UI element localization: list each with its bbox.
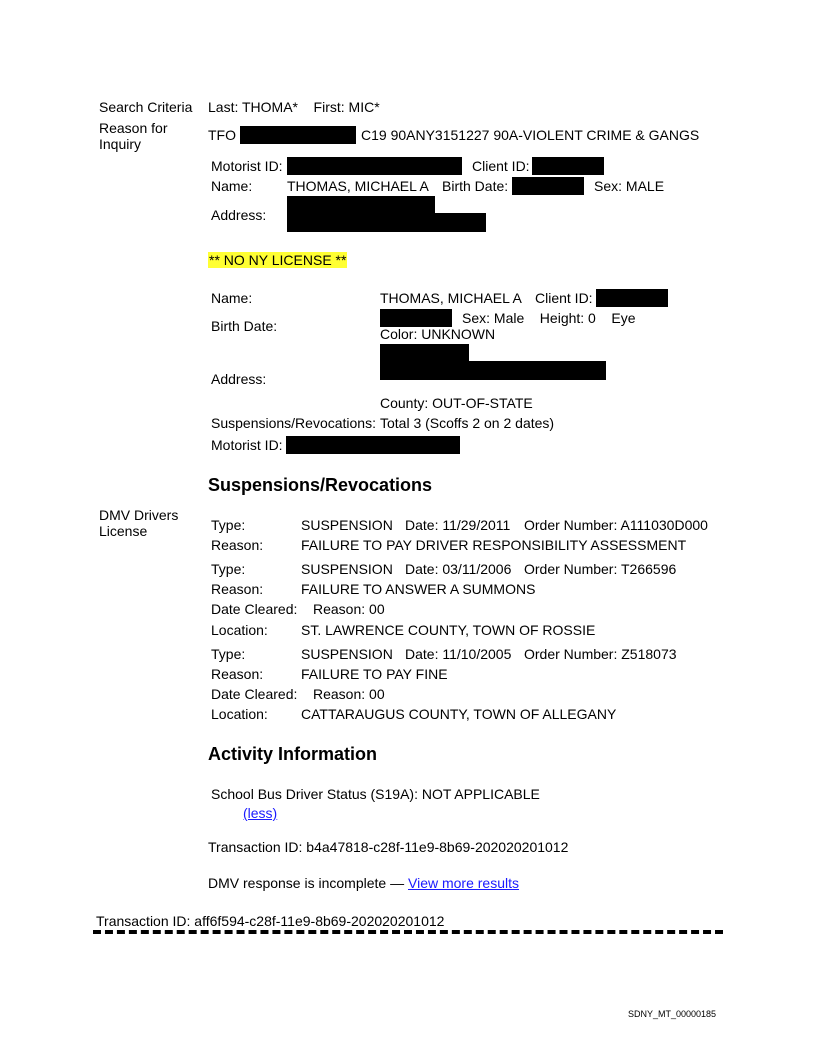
redaction-box <box>287 213 486 232</box>
transaction-id-1: Transaction ID: b4a47818-c28f-11e9-8b69-202020201012 <box>208 839 569 855</box>
suspensions-heading: Suspensions/Revocations <box>208 475 433 495</box>
reason-prefix: TFO <box>208 127 236 143</box>
record-address-label: Address: <box>211 371 267 387</box>
client-id-label: Client ID: <box>472 158 530 174</box>
suspension-reason: FAILURE TO PAY FINE <box>301 666 448 682</box>
less-link[interactable]: (less) <box>243 805 278 821</box>
suspension-type: SUSPENSION <box>301 646 393 662</box>
record-sex-height-eye: Sex: Male Height: 0 Eye <box>462 310 636 326</box>
suspension-date: Date: 03/11/2006 <box>405 561 512 577</box>
redaction-box <box>380 344 469 362</box>
sex-label: Sex: MALE <box>594 178 665 194</box>
reason-value: C19 90ANY3151227 90A-VIOLENT CRIME & GANGS <box>361 127 700 143</box>
record-susp-label: Suspensions/Revocations: <box>211 415 376 431</box>
record-name-value: THOMAS, MICHAEL A <box>380 290 522 306</box>
record-motorist-id-label: Motorist ID: <box>211 437 283 453</box>
type-label: Type: <box>211 646 246 662</box>
reason-label: Reason: <box>211 666 264 682</box>
record-county: County: OUT-OF-STATE <box>380 395 533 411</box>
date-cleared-label: Date Cleared: <box>211 601 298 617</box>
location-label: Location: <box>211 706 268 722</box>
suspension-location: ST. LAWRENCE COUNTY, TOWN OF ROSSIE <box>301 622 596 638</box>
view-more-results-link[interactable]: View more results <box>408 875 520 891</box>
suspension-type: SUSPENSION <box>301 561 393 577</box>
no-license-notice: ** NO NY LICENSE ** <box>209 252 347 268</box>
reason-label: Reason: <box>211 537 264 553</box>
dmv-label-2: License <box>99 523 148 539</box>
type-label: Type: <box>211 517 246 533</box>
record-susp-value: Total 3 (Scoffs 2 on 2 dates) <box>380 415 555 431</box>
suspension-reason: FAILURE TO ANSWER A SUMMONS <box>301 581 536 597</box>
reason-label-2: Inquiry <box>99 136 142 152</box>
school-bus-status: School Bus Driver Status (S19A): NOT APPLICABLE <box>211 786 540 802</box>
suspension-location: CATTARAUGUS COUNTY, TOWN OF ALLEGANY <box>301 706 617 722</box>
suspension-reason: FAILURE TO PAY DRIVER RESPONSIBILITY ASSESSMENT <box>301 537 687 553</box>
bates-number: SDNY_MT_00000185 <box>628 1009 717 1019</box>
motorist-id-label: Motorist ID: <box>211 158 283 174</box>
suspension-type: SUSPENSION <box>301 517 393 533</box>
suspension-order: Order Number: A111030D000 <box>524 517 708 533</box>
redaction-box <box>596 289 668 307</box>
record-client-id-label: Client ID: <box>535 290 593 306</box>
record-birth-date-label: Birth Date: <box>211 318 278 334</box>
reason-label: Reason: <box>211 581 264 597</box>
type-label: Type: <box>211 561 246 577</box>
incomplete-notice: DMV response is incomplete — <box>208 875 405 891</box>
redaction-box <box>380 361 606 380</box>
redaction-box <box>532 157 604 175</box>
reason-label-1: Reason for <box>99 120 168 136</box>
location-label: Location: <box>211 622 268 638</box>
name-value: THOMAS, MICHAEL A <box>287 178 429 194</box>
activity-heading: Activity Information <box>208 744 378 764</box>
suspension-date: Date: 11/10/2005 <box>405 646 512 662</box>
redaction-box <box>380 309 452 327</box>
date-cleared-label: Date Cleared: <box>211 686 298 702</box>
birth-date-label: Birth Date: <box>442 178 509 194</box>
suspension-cleared-reason: Reason: 00 <box>313 686 385 702</box>
redaction-box <box>512 177 584 195</box>
suspension-order: Order Number: Z518073 <box>524 646 677 662</box>
search-criteria-label: Search Criteria <box>99 99 193 115</box>
redaction-box <box>286 436 460 454</box>
redaction-box <box>287 157 462 175</box>
suspension-date: Date: 11/29/2011 <box>405 517 511 533</box>
suspension-cleared-reason: Reason: 00 <box>313 601 385 617</box>
search-criteria-value: Last: THOMA* First: MIC* <box>208 99 380 115</box>
dashed-divider <box>93 930 723 934</box>
redaction-box <box>287 196 435 214</box>
transaction-id-2: Transaction ID: aff6f594-c28f-11e9-8b69-202020201012 <box>96 913 445 929</box>
dmv-label-1: DMV Drivers <box>99 507 179 523</box>
address-label: Address: <box>211 207 267 223</box>
suspension-order: Order Number: T266596 <box>524 561 677 577</box>
name-label: Name: <box>211 178 253 194</box>
record-name-label: Name: <box>211 290 253 306</box>
record-color: Color: UNKNOWN <box>380 326 496 342</box>
redaction-box <box>240 126 356 144</box>
